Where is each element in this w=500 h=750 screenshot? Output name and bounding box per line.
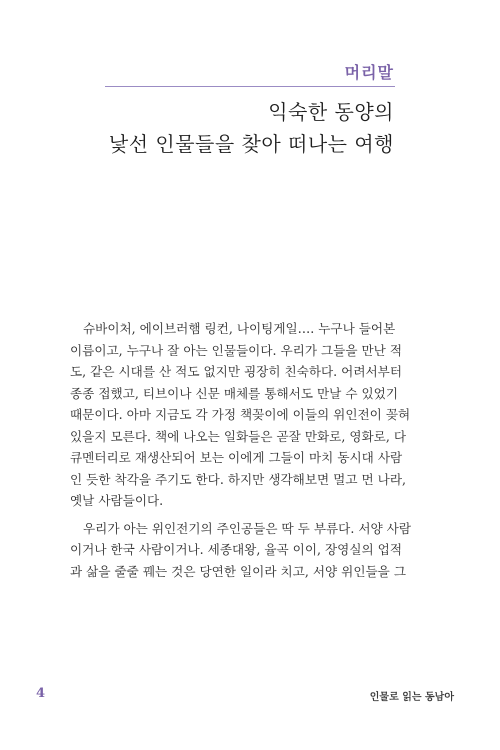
- text-line: 때문이다. 아마 지금도 각 가정 책꽂이에 이들의 위인전이 꽂혀: [70, 407, 411, 422]
- text-line: 옛날 사람들이다.: [70, 493, 164, 508]
- text-line: 이거나 한국 사람이거나. 세종대왕, 율곡 이이, 장영실의 업적: [70, 542, 403, 557]
- running-footer-title: 인물로 읽는 동남아: [369, 692, 454, 703]
- title-line: 낯선 인물들을 찾아 떠나는 여행: [108, 132, 394, 156]
- paragraph: [70, 518, 412, 583]
- text-line: 큐멘터리로 재생산되어 보는 이에게 그들이 마치 동시대 사람: [70, 450, 403, 465]
- chapter-title: [109, 96, 394, 160]
- page-number: 4: [36, 686, 46, 701]
- body-text: [70, 318, 412, 582]
- text-line: 종종 접했고, 티브이나 신문 매체를 통해서도 만날 수 있었기: [70, 385, 399, 401]
- paragraph: [70, 318, 411, 512]
- text-line: 우리가 아는 위인전기의 주인공들은 딱 두 부류다. 서양 사람: [83, 520, 412, 536]
- text-line: 도, 같은 시대를 산 적도 없지만 굉장히 친숙하다. 어려서부터: [70, 364, 403, 379]
- text-line: 슈바이처, 에이브러햄 링컨, 나이팅게일…. 누구나 들어본: [83, 321, 396, 336]
- title-line: 익숙한 동양의: [268, 100, 394, 124]
- text-line: 있을지 모른다. 책에 나오는 일화들은 곧잘 만화로, 영화로, 다: [70, 428, 407, 444]
- section-label: 머리말: [344, 63, 394, 82]
- text-line: 인 듯한 착각을 주기도 한다. 하지만 생각해보면 멀고 먼 나라,: [70, 471, 407, 487]
- header-rule: [105, 86, 395, 87]
- text-line: 과 삶을 줄줄 꿰는 것은 당연한 일이라 치고, 서양 위인들을 그: [70, 563, 407, 579]
- text-line: 이름이고, 누구나 잘 아는 인물들이다. 우리가 그들을 만난 적: [70, 342, 403, 358]
